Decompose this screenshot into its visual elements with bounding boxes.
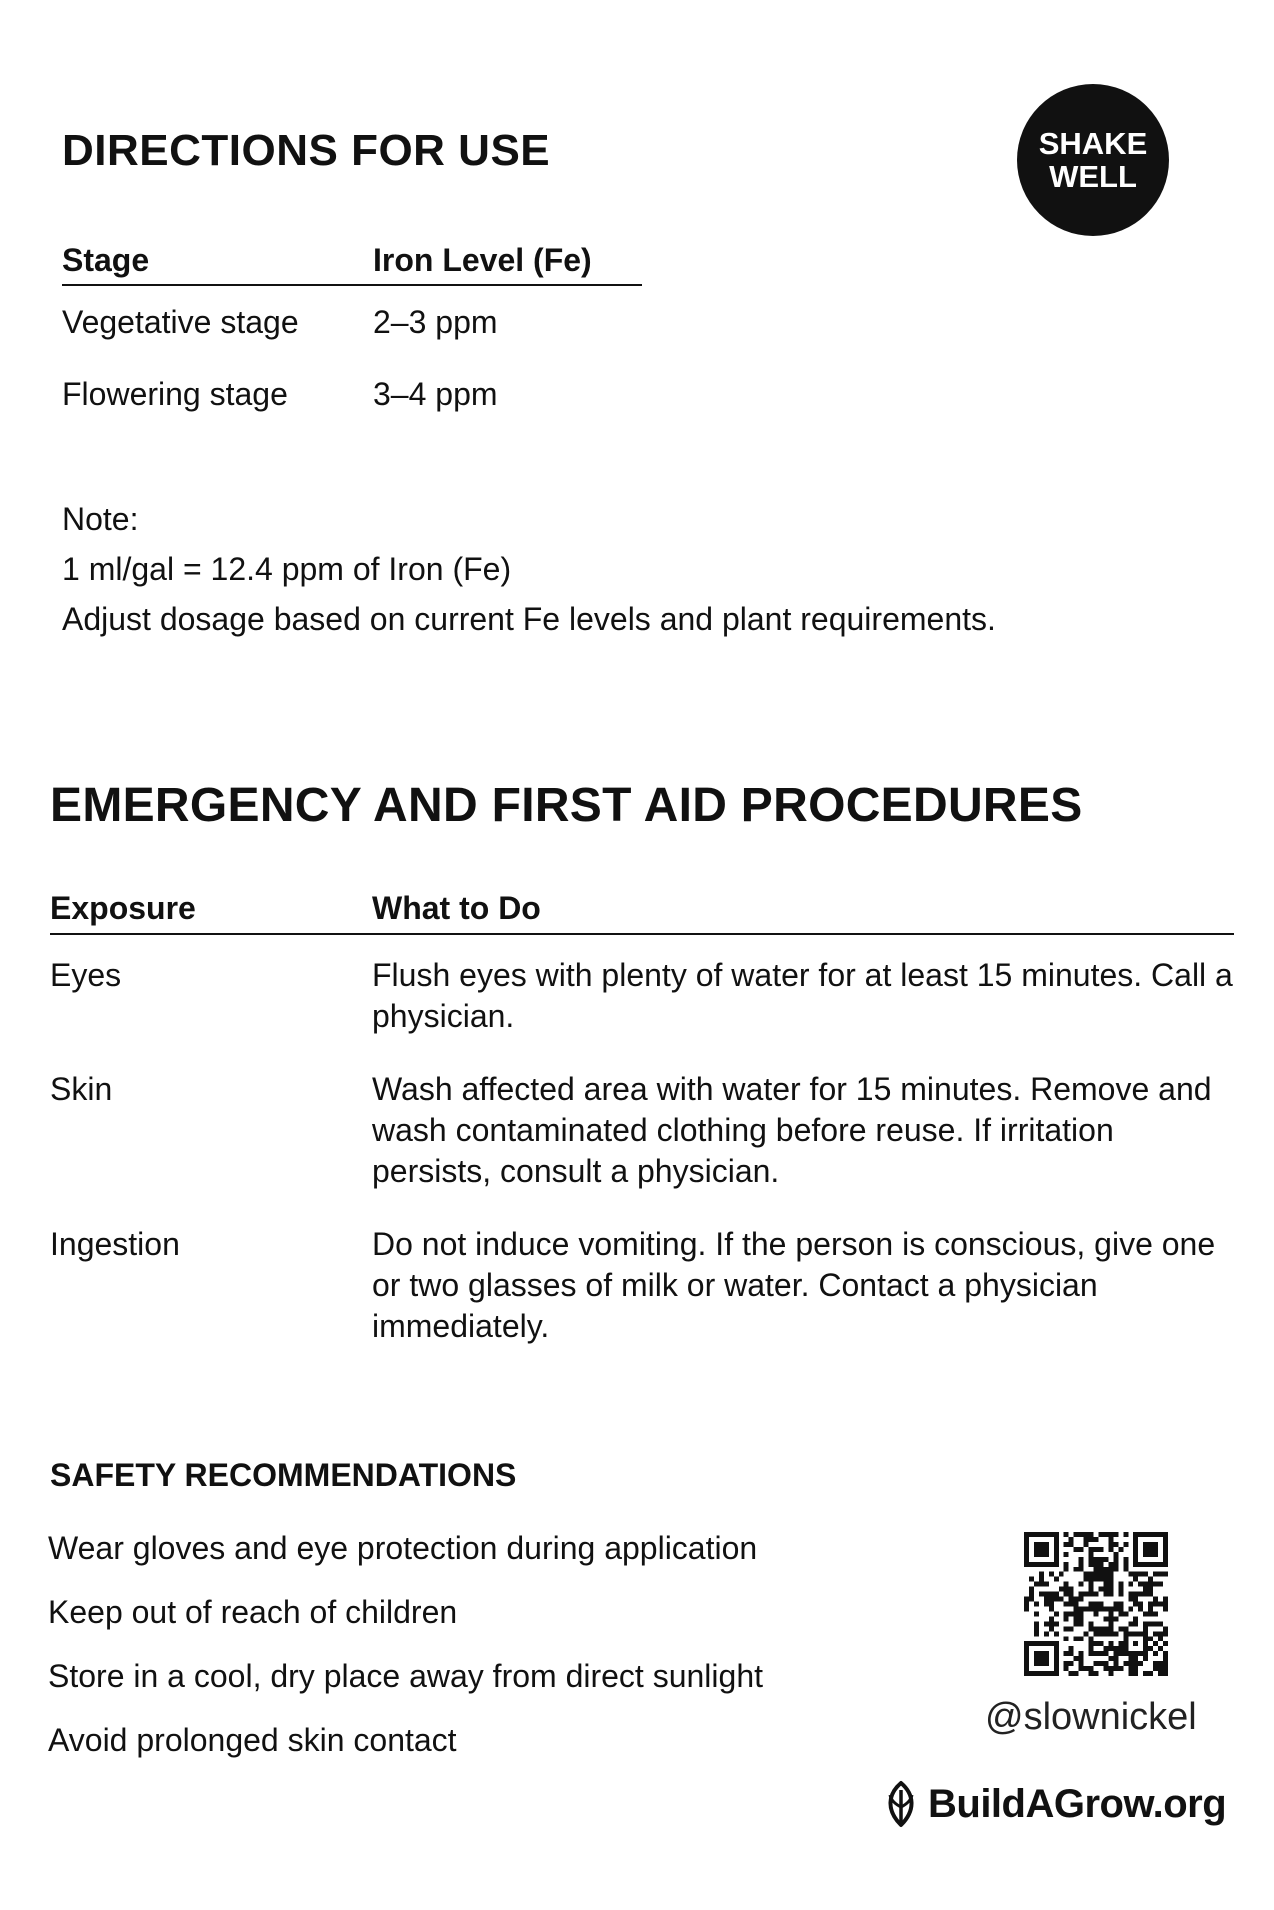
iron-level-cell: 2–3 ppm: [373, 303, 498, 340]
brand-logo[interactable]: [880, 1780, 1226, 1828]
shake-well-badge: [1017, 84, 1169, 236]
table-row: [50, 955, 1234, 1037]
stage-header: Stage: [62, 241, 150, 278]
emergency-title: EMERGENCY AND FIRST AID PROCEDURES: [50, 779, 1083, 832]
action-header: What to Do: [372, 889, 541, 926]
list-item: Keep out of reach of children: [48, 1594, 458, 1630]
dosage-note: [62, 494, 996, 644]
brand-name: BuildAGrow.org: [928, 1781, 1227, 1826]
qr-code-icon[interactable]: [1024, 1532, 1168, 1676]
dosage-table: [62, 236, 642, 430]
iron-level-cell: 3–4 ppm: [373, 375, 498, 412]
action-cell: Wash affected area with water for 15 minutes. Remove and wash contaminated clothing before reuse. If irritation persists, consult a physician.: [372, 1071, 1212, 1189]
badge-line-2: WELL: [1049, 159, 1137, 194]
exposure-header: Exposure: [50, 889, 196, 926]
list-item: Avoid prolonged skin contact: [48, 1722, 457, 1758]
iron-level-header: Iron Level (Fe): [373, 241, 592, 278]
exposure-cell: Ingestion: [50, 1226, 180, 1262]
social-handle: @slownickel: [985, 1696, 1197, 1738]
exposure-cell: Skin: [50, 1071, 113, 1107]
note-label: Note:: [62, 501, 139, 537]
first-aid-table-header: [50, 883, 1234, 935]
note-adjust: Adjust dosage based on current Fe levels and plant requirements.: [62, 601, 996, 637]
table-row: [62, 286, 642, 358]
exposure-cell: Eyes: [50, 957, 122, 993]
table-row: [62, 358, 642, 430]
action-cell: Flush eyes with plenty of water for at least 15 minutes. Call a physician.: [372, 957, 1233, 1034]
badge-line-1: SHAKE: [1038, 126, 1148, 161]
stage-cell: Flowering stage: [62, 375, 288, 412]
action-cell: Do not induce vomiting. If the person is conscious, give one or two glasses of milk or water. Contact a physician immediately.: [372, 1226, 1216, 1344]
safety-list: [48, 1516, 763, 1772]
directions-title: DIRECTIONS FOR USE: [62, 126, 551, 175]
note-conversion: 1 ml/gal = 12.4 ppm of Iron (Fe): [62, 551, 512, 587]
list-item: Store in a cool, dry place away from direct sunlight: [48, 1658, 763, 1694]
table-row: [50, 1069, 1234, 1192]
list-item: Wear gloves and eye protection during application: [48, 1530, 758, 1566]
safety-title: SAFETY RECOMMENDATIONS: [50, 1457, 517, 1493]
leaf-icon: [880, 1780, 922, 1828]
dosage-table-header: [62, 236, 642, 286]
stage-cell: Vegetative stage: [62, 303, 299, 340]
table-row: [50, 1224, 1234, 1347]
first-aid-table: [50, 883, 1234, 1347]
